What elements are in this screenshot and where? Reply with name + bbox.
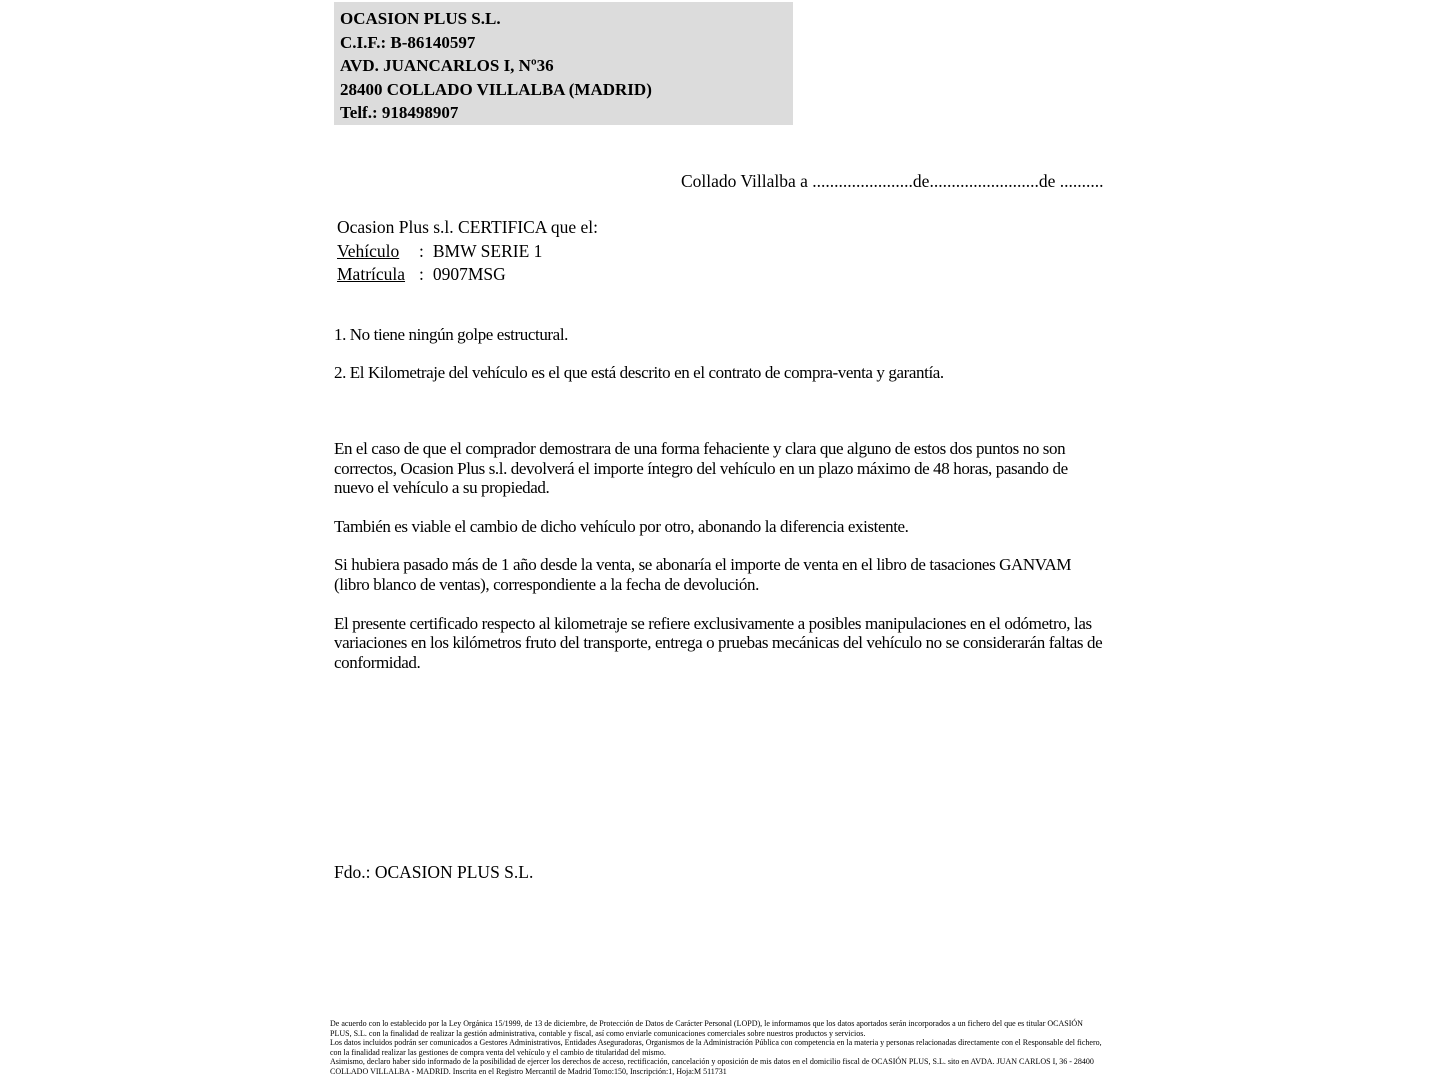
certify-intro-line: Ocasion Plus s.l. CERTIFICA que el:	[337, 217, 598, 237]
plate-field-separator: :	[419, 264, 424, 285]
company-city: 28400 COLLADO VILLALBA (MADRID)	[340, 79, 652, 99]
paragraph-refund-terms: En el caso de que el comprador demostrara de una forma fehaciente y clara que alguno de estos dos puntos no son correctos, Ocasion Plus s.l. devolverá el importe íntegro del vehículo en un plazo máximo de 48 horas, pasando de nuevo el vehículo a su propiedad.	[334, 439, 1068, 498]
signature-line: Fdo.: OCASION PLUS S.L.	[334, 862, 534, 882]
certificate-point-1: 1. No tiene ningún golpe estructural.	[334, 325, 568, 344]
plate-field-row	[337, 263, 598, 287]
company-cif: C.I.F.: B-86140597	[340, 32, 476, 52]
certification-block	[337, 216, 598, 287]
company-phone: Telf.: 918498907	[340, 103, 459, 123]
place-and-date-line: Collado Villalba a .......................de.........................de ..........	[681, 171, 1104, 191]
company-name: OCASION PLUS S.L.	[340, 9, 501, 28]
plate-field-label: Matrícula	[337, 264, 406, 285]
certificate-point-2: 2. El Kilometraje del vehículo es el que está descrito en el contrato de compra-venta y garantía.	[334, 363, 944, 382]
company-header-box	[334, 2, 793, 125]
terms-paragraphs	[334, 439, 1104, 691]
legal-paragraph-data-sharing: Los datos incluidos podrán ser comunicados a Gestores Administrativos, Entidades Aseguradoras, Organismos de la Administración Pública con competencia en la materia y personas relacionadas directamente con el Responsable del fichero, con la finalidad realizar las gestiones de compra venta del vehículo y el cambio de titularidad del mismo.	[330, 1038, 1102, 1057]
legal-footer	[330, 1019, 1102, 1076]
vehicle-field-value: BMW SERIE 1	[432, 240, 543, 261]
legal-paragraph-lopd: De acuerdo con lo establecido por la Ley Orgánica 15/1999, de 13 de diciembre, de Protección de Datos de Carácter Personal (LOPD), le informamos que los datos aportados serán incorporados a un fichero del que es titular OCASIÓN PLUS, S.L. con la finalidad de realizar la gestión administrativa, contable y fiscal, así como enviarle comunicaciones comerciales sobre nuestros productos y servicios.	[330, 1019, 1083, 1038]
paragraph-exchange-option: También es viable el cambio de dicho vehículo por otro, abonando la diferencia existente.	[334, 516, 909, 536]
vehicle-field-row	[337, 240, 598, 264]
company-address: AVD. JUANCARLOS I, Nº36	[340, 56, 554, 76]
plate-field-value: 0907MSG	[432, 264, 506, 285]
paragraph-odometer-disclaimer: El presente certificado respecto al kilometraje se refiere exclusivamente a posibles manipulaciones en el odómetro, las variaciones en los kilómetros fruto del transporte, entrega o pruebas mecánicas del vehículo no se considerarán faltas de conformidad.	[334, 613, 1103, 672]
vehicle-field-separator: :	[419, 240, 424, 261]
legal-paragraph-rights: Asimismo, declaro haber sido informado de la posibilidad de ejercer los derechos de acceso, rectificación, cancelación y oposición de mis datos en el domicilio fiscal de OCASIÓN PLUS, S.L. sito en AVDA. JUAN CARLOS I, 36 - 28400 COLLADO VILLALBA - MADRID. Inscrita en el Registro Mercantil de Madrid Tomo:150, Inscripción:1, Hoja:M 511731	[330, 1057, 1094, 1076]
vehicle-field-label: Vehículo	[337, 240, 400, 261]
paragraph-ganvam-valuation: Si hubiera pasado más de 1 año desde la venta, se abonaría el importe de venta en el libro de tasaciones GANVAM (libro blanco de ventas), correspondiente a la fecha de devolución.	[334, 555, 1072, 594]
